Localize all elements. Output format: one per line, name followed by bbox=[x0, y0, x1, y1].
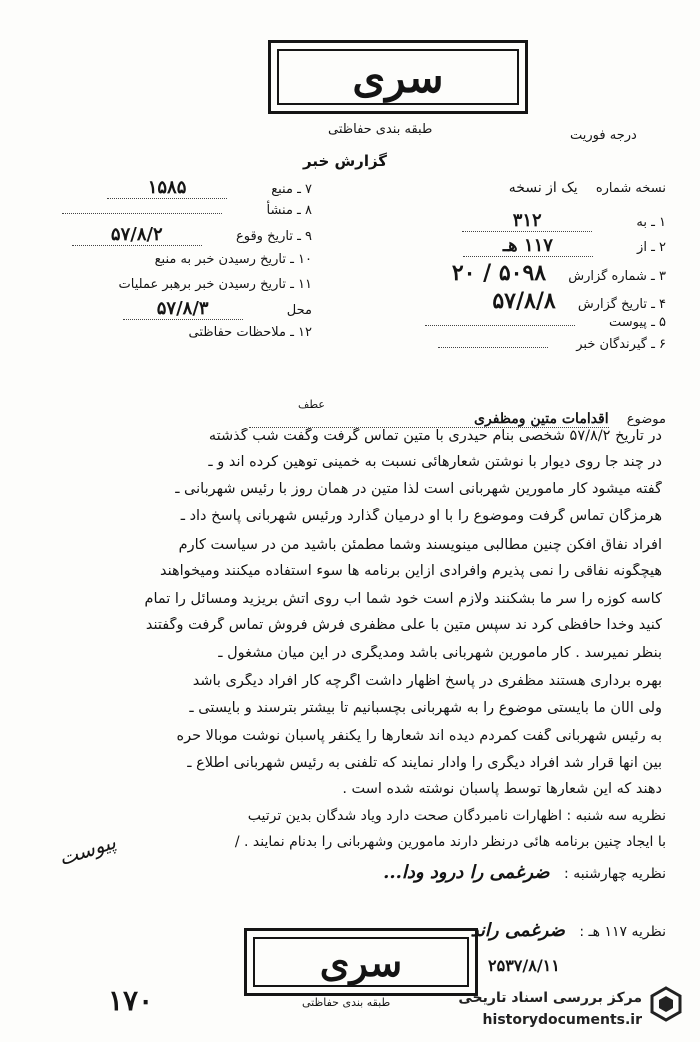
field-value: ۵۷/۸/۲ bbox=[72, 224, 202, 246]
body-line: بین آنها قرار شد افراد دیگری را وادار نمایند که تلفنی به رئیس شهربانی اطلاع ـ bbox=[187, 755, 662, 771]
body-line: بهره برداری هستند مظفری در پاسخ اظهار داشت اگرچه کار افراد دیگری باشد bbox=[192, 673, 662, 689]
body-line: کنید وخدا حافظی کرد ند سپس متین با علی مظفری فرش فروش تماس گرفت وگفتند bbox=[145, 617, 662, 633]
opinion-117-handwriting: ضرغمی راند bbox=[470, 920, 565, 941]
field-label: ۱ ـ به bbox=[636, 215, 666, 230]
opinion-three-continued: با ایجاد چنین برنامه هائی درنظر دارند مامورین وشهربانی را بدنام نمایند . / bbox=[234, 834, 666, 850]
field-label: ۷ ـ منبع bbox=[271, 182, 312, 197]
bottom-stamp-text: سری bbox=[319, 939, 403, 985]
field-value-line bbox=[438, 347, 548, 348]
body-line: بنظر نمیرسد . کار مامورین شهربانی باشد ومدیگری در این میان مشغول ـ bbox=[218, 645, 662, 661]
field-label: ۶ ـ گیرندگان خبر bbox=[576, 337, 666, 352]
body-line: در تاریخ ۵۷/۸/۲ شخصی بنام حیدری با متین تماس گرفت وگفت شب گذشته bbox=[208, 428, 662, 444]
body-line: ولی الآن ما بایستی موضوع را به شهربانی بچسبانیم تا بیشتر بترسند و بایستی ـ bbox=[189, 700, 662, 716]
opinion-117 bbox=[470, 920, 666, 941]
copy-number-field bbox=[509, 180, 666, 196]
attachment-field bbox=[425, 315, 666, 330]
opinion-four-handwriting: ضرغمی را درود ودا... bbox=[383, 862, 550, 883]
field-label: ۳ ـ شماره گزارش bbox=[568, 269, 666, 284]
field-label: ۴ ـ تاریخ گزارش bbox=[577, 297, 666, 312]
field-label: ۵ ـ پیوست bbox=[609, 315, 666, 330]
field-label: ۹ ـ تاریخ وقوع bbox=[235, 229, 312, 244]
page-number: ۱۷۰ bbox=[108, 984, 154, 1017]
classification-label: طبقه بندی حفاظتی bbox=[328, 122, 433, 137]
opinion-four-label: نظریه چهارشنبه : bbox=[564, 866, 666, 882]
footer-number: ۲۵۳۷/۸/۱۱ bbox=[488, 956, 560, 975]
security-notes-field bbox=[189, 325, 312, 340]
field-value: ۳۱۲ bbox=[462, 210, 592, 232]
subject-line bbox=[249, 411, 666, 428]
watermark-name: مرکز بررسی اسناد تاریخی bbox=[458, 990, 642, 1006]
report-title: گزارش خبر bbox=[303, 152, 388, 170]
field-value-line bbox=[425, 325, 575, 326]
field-label: ۱۲ ـ ملاحظات حفاظتی bbox=[188, 325, 312, 340]
field-value-line bbox=[62, 213, 222, 214]
top-classification-stamp bbox=[268, 40, 528, 114]
body-line: کاسه کوزه را سر ما بشکنند ولازم است خود شما آب روی آتش بریزید ومسائل را تمام bbox=[144, 591, 662, 607]
recipients-field bbox=[438, 337, 666, 352]
source-field bbox=[107, 177, 312, 199]
field-value: ۵۷/۸/۸ bbox=[492, 288, 556, 314]
subject-note: عطف bbox=[298, 398, 325, 411]
field-label: ۸ ـ منشأ bbox=[266, 203, 312, 218]
margin-handwritten-note: پیوست bbox=[55, 829, 119, 871]
body-line: گفته میشود کار مامورین شهربانی است لذا متین در همان روز با رئیس شهربانی ـ bbox=[175, 481, 662, 497]
field-value: ۵۰۹۸ / ۲۰ bbox=[451, 260, 547, 286]
field-value: ۵۷/۸/۳ bbox=[123, 298, 243, 320]
subject-label: موضوع bbox=[626, 412, 666, 427]
report-date-field bbox=[492, 288, 666, 314]
bottom-classification-stamp bbox=[244, 928, 478, 996]
event-date-field bbox=[72, 224, 312, 246]
field-value: ۱۵۸۵ bbox=[107, 177, 227, 199]
body-line: دهند که این شعارها توسط پاسبان نوشته شده است . bbox=[342, 781, 662, 797]
watermark-logo-icon bbox=[650, 986, 682, 1022]
field-label: ۱۰ ـ تاریخ رسیدن خبر به منبع bbox=[154, 252, 312, 267]
location-field bbox=[123, 298, 312, 320]
field-value: یک از نسخه bbox=[508, 180, 578, 196]
body-line: در چند جا روی دیوار با نوشتن شعارهائی نسبت به خمینی توهین کرده اند و ـ bbox=[208, 454, 662, 470]
report-number-field bbox=[452, 260, 666, 286]
field-value: ۱۱۷ هـ bbox=[463, 235, 593, 257]
field-label: ۱۱ ـ تاریخ رسیدن خبر برهبر عملیات bbox=[118, 277, 312, 292]
top-stamp-text: سری bbox=[352, 52, 444, 102]
received-by-source-field bbox=[155, 252, 312, 267]
field-label: ۲ ـ از bbox=[637, 240, 666, 255]
field-label: نسخه شماره bbox=[595, 181, 666, 196]
bottom-stamp-caption: طبقه بندی حفاظتی bbox=[302, 996, 391, 1009]
priority-label: درجه فوریت bbox=[570, 128, 637, 143]
origin-field bbox=[62, 203, 312, 218]
opinion-four bbox=[383, 862, 666, 883]
opinion-117-label: نظریه ۱۱۷ هـ : bbox=[579, 924, 666, 940]
watermark-url: historydocuments.ir bbox=[482, 1012, 642, 1028]
body-line: هرمزگان تماس گرفت وموضوع را با او درمیان گذارد ورئیس شهربانی پاسخ داد ـ bbox=[180, 508, 662, 524]
received-by-leader-field bbox=[119, 277, 312, 292]
body-line: افراد نفاق افکن چنین مطالبی مینویسند وشما مطمئن باشید من در سیاست کارم bbox=[178, 537, 662, 553]
field-label: محل bbox=[286, 303, 312, 318]
body-line: هیچگونه نفاقی را نمی پذیرم وافرادی ازاین برنامه ها سوء استفاده میکنند ومیخواهند bbox=[159, 563, 662, 579]
from-field bbox=[463, 235, 666, 257]
body-line: به رئیس شهربانی گفت کمردم دیده اند شعارها را یکنفر پاسبان نوشت موبالا حره bbox=[176, 728, 662, 744]
opinion-three: نظریه سه شنبه : اظهارات نامبردگان صحت دارد ویاد شدگان بدین ترتیب bbox=[247, 808, 666, 824]
to-field bbox=[462, 210, 666, 232]
subject-value: اقدامات متین ومظفری bbox=[249, 411, 609, 428]
